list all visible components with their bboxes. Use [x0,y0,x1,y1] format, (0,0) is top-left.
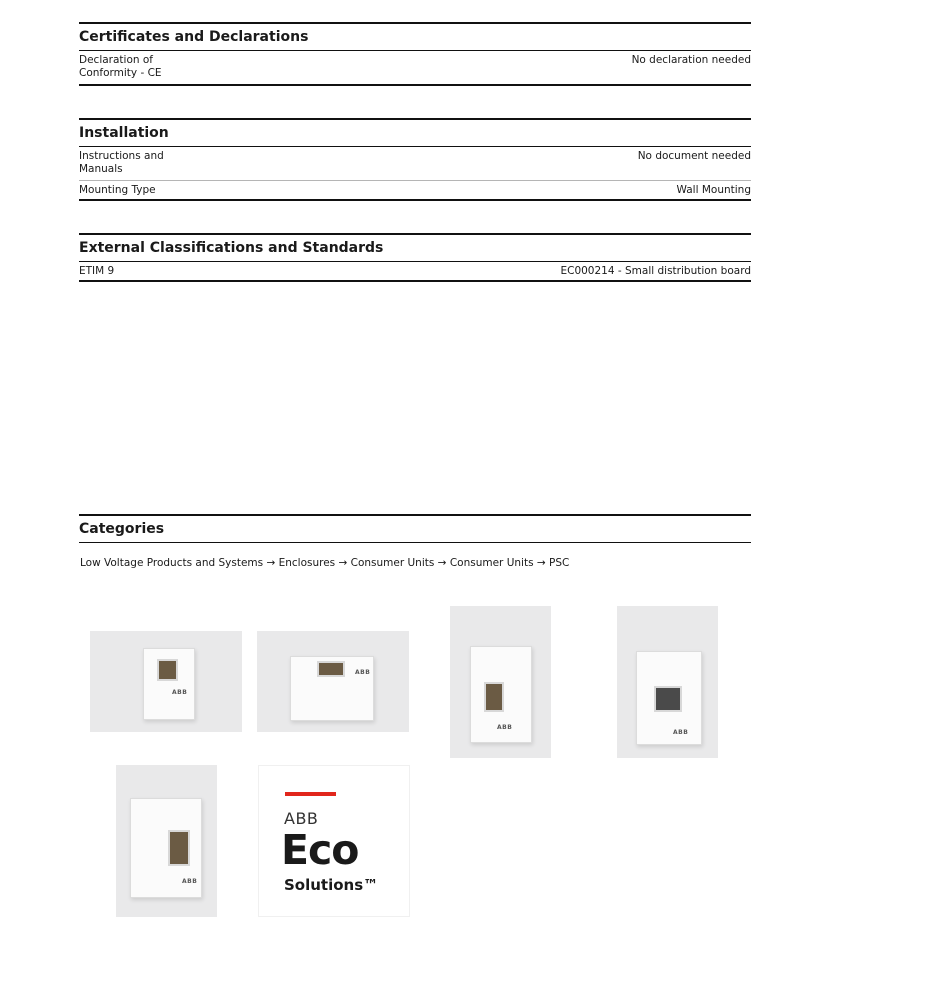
row-label: Instructions and Manuals [79,150,164,175]
product-image-tall-angled [116,765,217,917]
category-breadcrumb: Low Voltage Products and Systems → Enclosures → Consumer Units → Consumer Units → PSC [80,557,570,569]
table-row [79,262,751,282]
product-image-front [90,631,242,732]
logo-tagline: Solutions™ [284,876,379,894]
categories-section [79,514,751,543]
row-value: No document needed [637,150,751,162]
row-label: Declaration of Conformity - CE [79,54,162,79]
enclosure-window [484,682,504,712]
certificates-heading: Certificates and Declarations [79,22,751,51]
installation-heading: Installation [79,118,751,147]
enclosure-window [317,661,345,677]
abb-mark: ABB [182,878,198,885]
categories-heading: Categories [79,514,751,543]
abb-mark: ABB [673,729,689,736]
row-label: Mounting Type [79,184,156,196]
product-image-tall-front [450,606,551,758]
logo-red-bar [285,792,336,796]
abb-mark: ABB [172,689,188,696]
external-classifications-heading: External Classifications and Standards [79,233,751,262]
logo-brand: ABB [284,809,319,828]
abb-mark: ABB [497,724,513,731]
enclosure-window [157,659,178,681]
enclosure-window [168,830,190,866]
product-image-angled [257,631,409,732]
external-classifications-section [79,233,751,282]
table-row [79,51,751,86]
table-row [79,181,751,201]
installation-section [79,118,751,201]
row-value: Wall Mounting [676,184,751,196]
enclosure-window [654,686,682,712]
table-row [79,147,751,181]
product-image-tall-breaker [617,606,718,758]
certificates-section [79,22,751,86]
row-value: No declaration needed [631,54,751,66]
logo-eco-word: Eco [281,826,359,874]
abb-eco-solutions-logo [258,765,410,917]
row-value: EC000214 - Small distribution board [560,265,751,277]
abb-mark: ABB [355,669,371,676]
row-label: ETIM 9 [79,265,115,277]
